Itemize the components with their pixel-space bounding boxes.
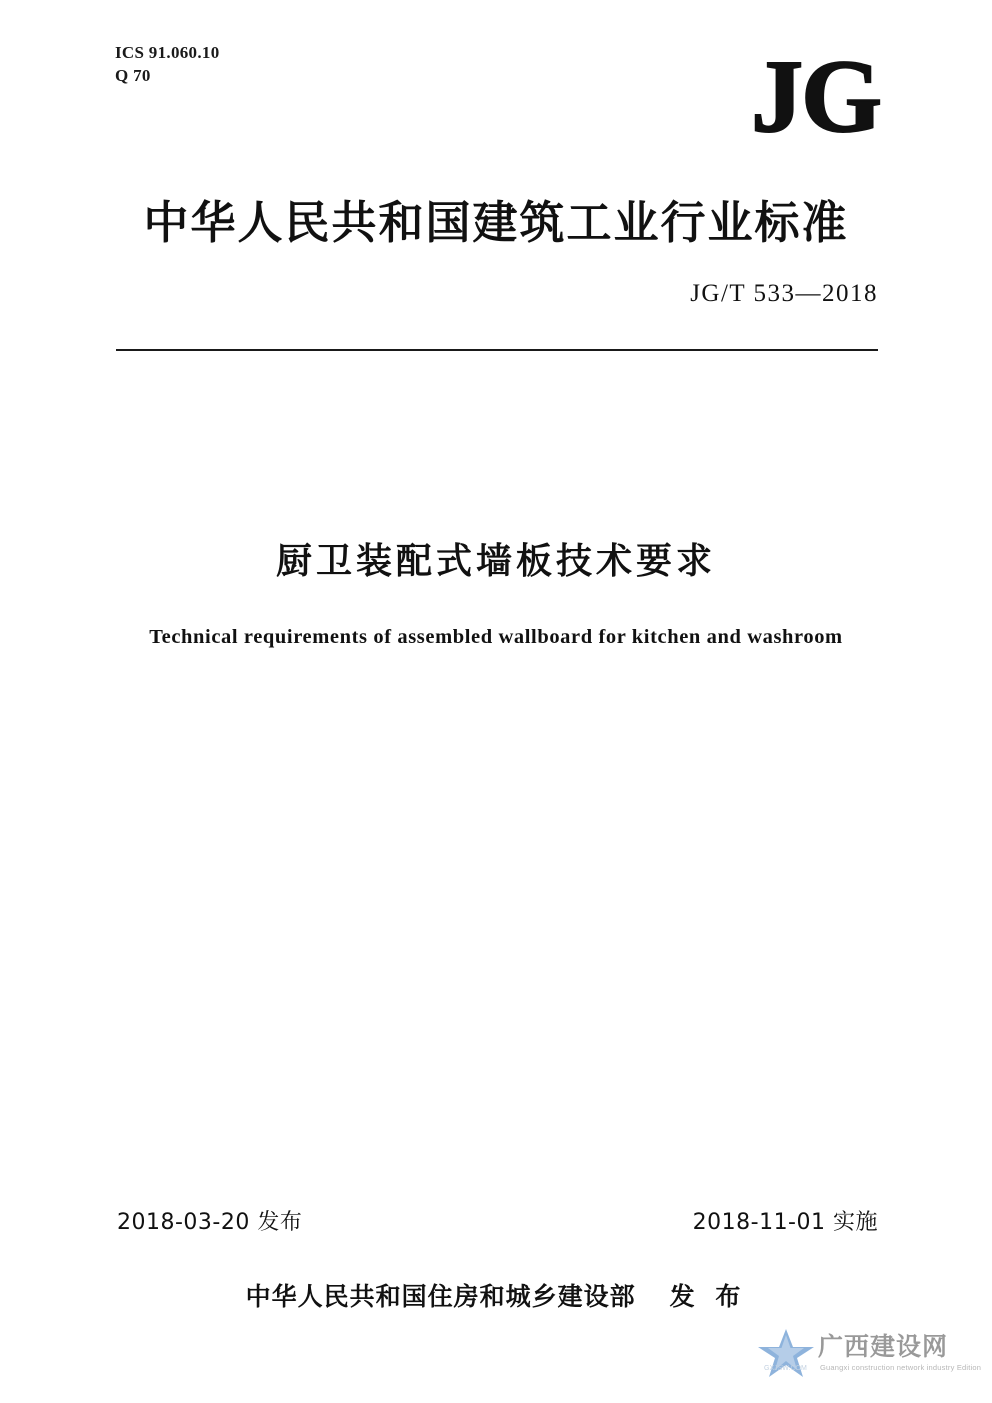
standard-series-title: 中华人民共和国建筑工业行业标准	[143, 196, 849, 249]
publisher-action: 发 布	[669, 1282, 747, 1311]
publisher-line	[0, 1277, 992, 1313]
document-title-english: Technical requirements of assembled wallboard for kitchen and washroom	[149, 626, 843, 648]
jg-logo: JG	[751, 39, 880, 154]
watermark-text-chinese: 广西建设网	[818, 1332, 949, 1361]
watermark-domain: GXJSW.COM	[764, 1365, 807, 1372]
horizontal-divider	[116, 349, 878, 351]
effective-date: 2018-11-01 实施	[692, 1210, 878, 1235]
ics-code: ICS 91.060.10	[115, 43, 220, 62]
issue-date: 2018-03-20 发布	[117, 1210, 303, 1235]
document-title-chinese: 厨卫装配式墙板技术要求	[275, 541, 716, 582]
classification-code: Q 70	[115, 65, 151, 85]
publisher-name: 中华人民共和国住房和城乡建设部	[245, 1282, 636, 1311]
watermark	[756, 1321, 982, 1387]
watermark-text-english: Guangxi construction network industry Edition	[820, 1363, 982, 1372]
ics-code-block	[115, 42, 220, 88]
standard-number: JG/T 533—2018	[690, 280, 878, 307]
